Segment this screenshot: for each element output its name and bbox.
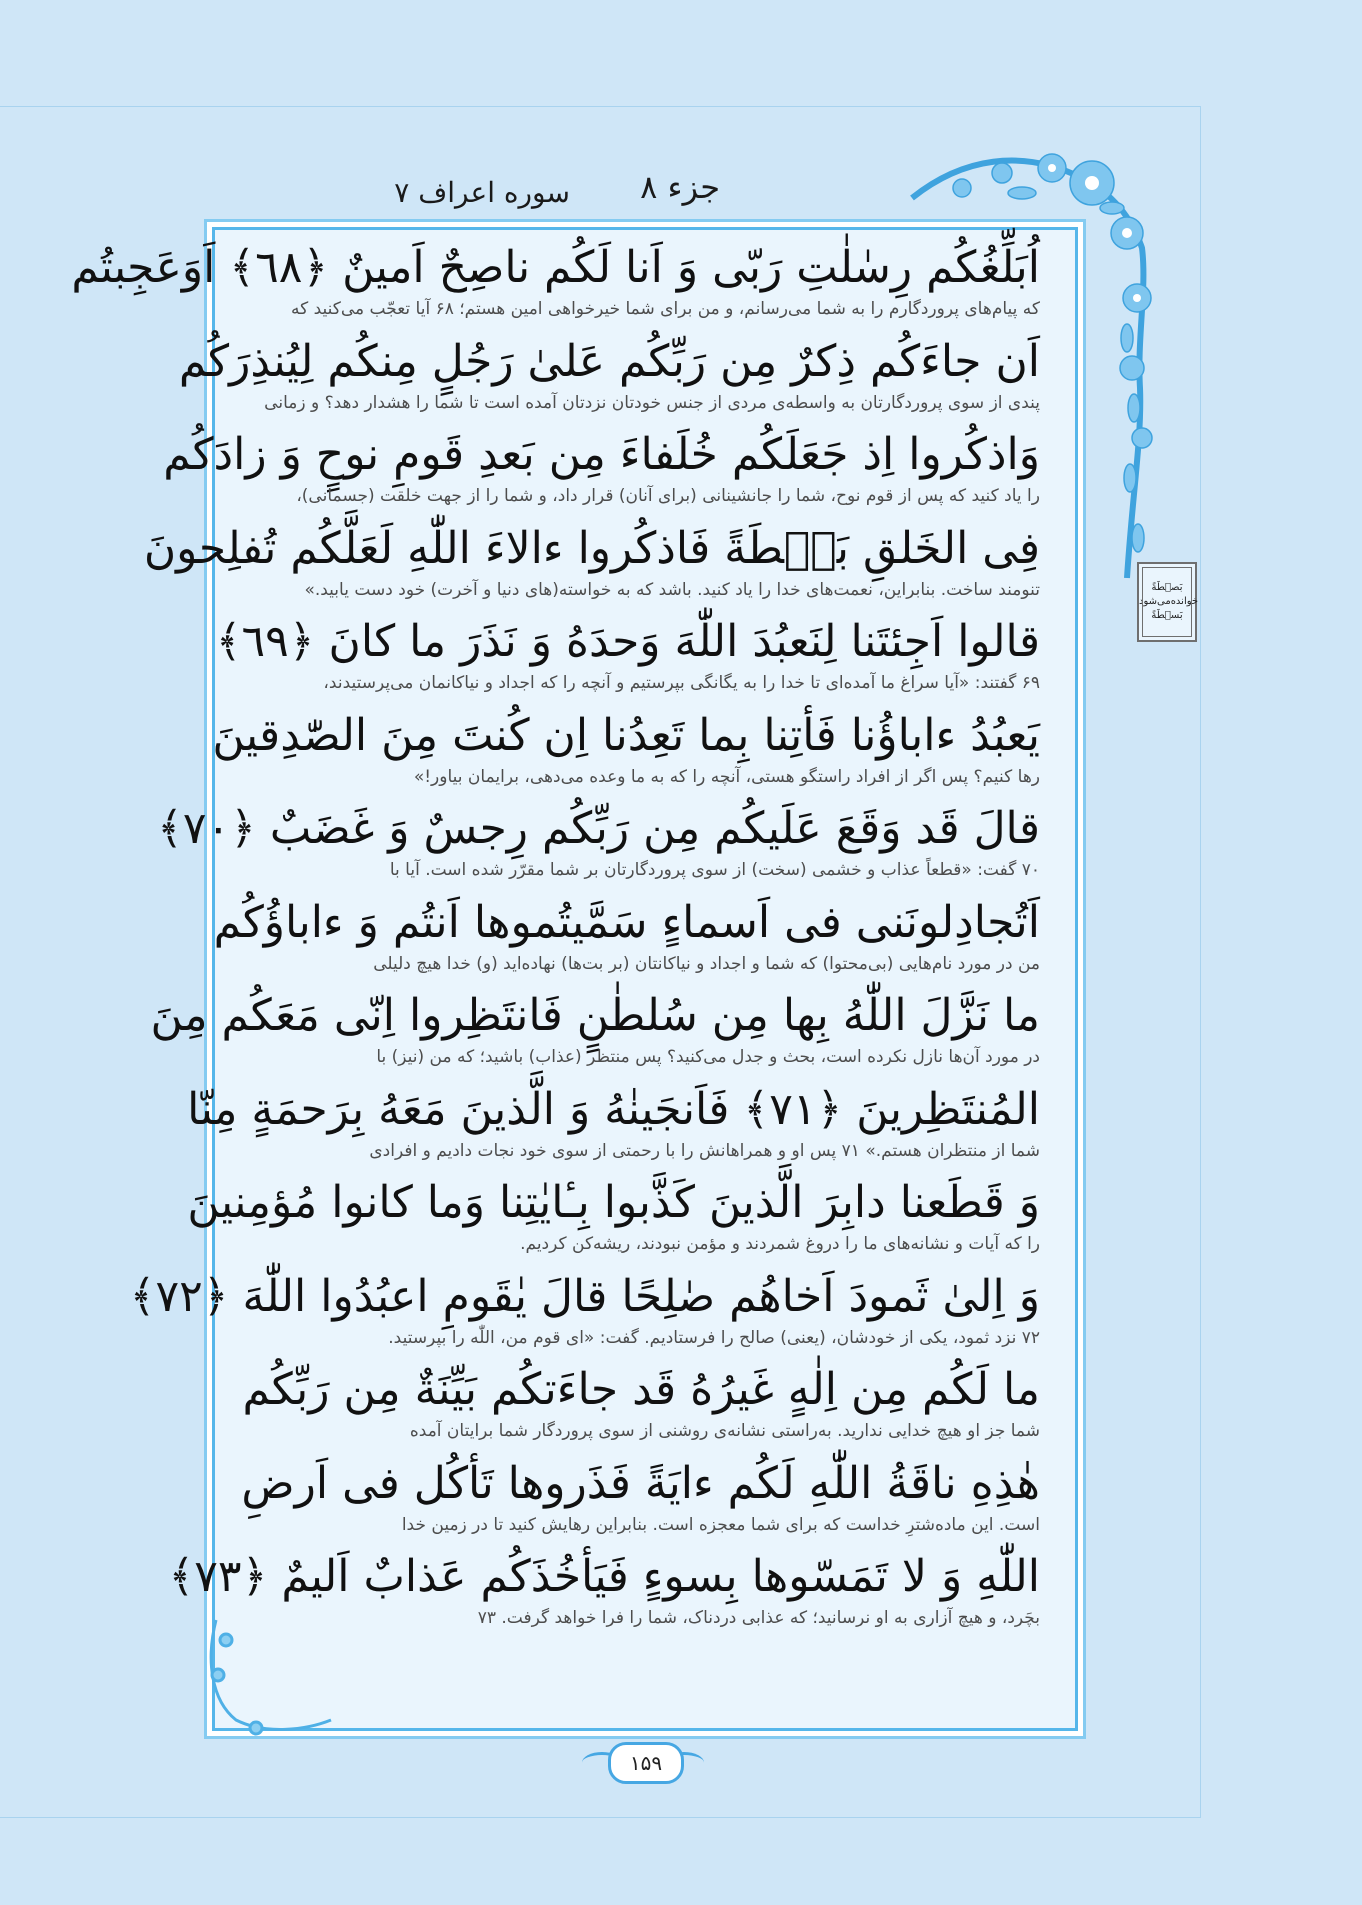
persian-translation-line: ۷۲ نزد ثمود، یکی از خودشان، (یعنی) صالح را فرستادیم. گفت: «ای قوم من، اللّٰه را بپرستید. [388, 1327, 1040, 1348]
persian-translation-line: را یاد کنید که پس از قوم نوح، شما را جانشینانی (برای آنان) قرار داد، و شما را از جهت خلقت (جسمانی)، [296, 486, 1040, 506]
arabic-verse-line: وَ اِلىٰ ثَمودَ اَخاهُم صٰلِحًا قالَ يٰقَومِ اعبُدُوا اللّٰهَ ﴿٧٢﴾ [129, 1270, 1040, 1322]
persian-translation-line: شما از منتظران هستم.» ۷۱ پس او و همراهانش را با رحمتی از سوی خود نجات دادیم و افرادی [369, 1140, 1040, 1161]
floral-ornament-icon [902, 138, 1152, 588]
persian-translation-line: را که آیات و نشانه‌های ما را دروغ شمردند و مؤمن نبودند، ریشه‌کن کردیم. [520, 1234, 1040, 1254]
arabic-verse-line: ما نَزَّلَ اللّٰهُ بِها مِن سُلطٰنٍ فَانتَظِروا اِنّى مَعَكُم مِنَ [150, 990, 1040, 1041]
persian-translation-line: تنومند ساخت. بنابراین، نعمت‌های خدا را یاد کنید. باشد که به خواسته(های دنیا و آخرت) خود دست یابید.» [304, 579, 1040, 600]
arabic-verse-line: قالوا اَجِئتَنا لِنَعبُدَ اللّٰهَ وَحدَهُ وَ نَذَرَ ما كانَ ﴿٦٩﴾ [215, 616, 1040, 667]
persian-translation-line: پندی از سوی پروردگارتان به واسطه‌ی مردی از جنس خودتان نزدتان آمده است تا شما را هشدار دهد؟ و زمانی [264, 392, 1040, 413]
note-line-3: بَسۡطَةً [1151, 610, 1183, 621]
persian-translation-line: ۶۹ گفتند: «آیا سراغ ما آمده‌ای تا خدا را به یگانگی بپرستیم و آنچه را که اجداد و نیاکانمان می‌پرستیدند، [323, 673, 1040, 693]
page-number: ۱۵۹ [608, 1742, 684, 1784]
arabic-verse-line: وَ قَطَعنا دابِرَ الَّذينَ كَذَّبوا بِـٔايٰتِنا وَما كانوا مُؤمِنينَ [187, 1177, 1040, 1228]
arabic-verse-line: اُبَلِّغُكُم رِسٰلٰتِ رَبّى وَ اَنا لَكُم ناصِحٌ اَمينٌ ﴿٦٨﴾ اَوَعَجِبتُم [71, 242, 1040, 293]
juz-label: جزء ۸ [640, 168, 720, 206]
arabic-verse-line: قالَ قَد وَقَعَ عَلَيكُم مِن رَبِّكُم رِجسٌ وَ غَضَبٌ ﴿٧٠﴾ [157, 803, 1040, 854]
persian-translation-line: که پیام‌های پروردگارم را به شما می‌رسانم، و من برای شما خیرخواهی امین هستم؛ ۶۸ آیا تعجّب می‌کنید که [290, 299, 1040, 319]
arabic-verse-line: ما لَكُم مِن اِلٰهٍ غَيرُهُ قَد جاءَتكُم بَيِّنَةٌ مِن رَبِّكُم [242, 1364, 1040, 1415]
arabic-verse-line: وَاذكُروا اِذ جَعَلَكُم خُلَفاءَ مِن بَعدِ قَومِ نوحٍ وَ زادَكُم [163, 429, 1040, 480]
persian-translation-line: در مورد آن‌ها نازل نکرده است، بحث و جدل می‌کنید؟ پس منتظر (عذاب) باشید؛ که من (نیز) با [376, 1047, 1040, 1067]
arabic-verse-line: اَن جاءَكُم ذِكرٌ مِن رَبِّكُم عَلىٰ رَجُلٍ مِنكُم لِيُنذِرَكُم [178, 335, 1040, 387]
arabic-verse-line: اللّٰهِ وَ لا تَمَسّوها بِسوءٍ فَيَأخُذَكُم عَذابٌ اَليمٌ ﴿٧٣﴾ [168, 1551, 1040, 1602]
arabic-verse-line: المُنتَظِرينَ ﴿٧١﴾ فَاَنجَينٰهُ وَ الَّذينَ مَعَهُ بِرَحمَةٍ مِنّا [187, 1083, 1040, 1135]
persian-translation-line: شما جز او هیچ خدایی ندارید. به‌راستی نشانه‌ی روشنی از سوی پروردگار شما برایتان آمده [409, 1421, 1040, 1441]
note-line-1: بَصۜطَةً [1151, 582, 1183, 593]
note-line-2: خوانده‌می‌شود [1139, 596, 1199, 607]
corner-ornament-icon [196, 1620, 336, 1740]
arabic-verse-line: هٰذِهِ ناقَةُ اللّٰهِ لَكُم ءايَةً فَذَروها تَأكُل فى اَرضِ [241, 1457, 1040, 1509]
recitation-note [1137, 562, 1197, 642]
arabic-verse-line: يَعبُدُ ءاباؤُنا فَأتِنا بِما تَعِدُنا اِن كُنتَ مِنَ الصّٰدِقينَ [212, 709, 1040, 761]
persian-translation-line: است. این ماده‌شترِ خداست که برای شما معجزه است. بنابراین رهایش کنید تا در زمین خدا [401, 1514, 1040, 1535]
persian-translation-line: بچَرد، و هیچ آزاری به او نرسانید؛ که عذابی دردناک، شما را فرا خواهد گرفت. ۷۳ [477, 1608, 1040, 1628]
persian-translation-line: من در مورد نام‌هایی (بی‌محتوا) که شما و اجداد و نیاکانتان (بر بت‌ها) نهاده‌اید (و) خدا هیچ دلیلی [373, 953, 1040, 974]
arabic-verse-line: فِى الخَلقِ بَصۜطَةً فَاذكُروا ءالاءَ اللّٰهِ لَعَلَّكُم تُفلِحونَ [143, 522, 1040, 574]
persian-translation-line: ۷۰ گفت: «قطعاً عذاب و خشمی (سخت) از سوی پروردگارتان بر شما مقرّر شده است. آیا با [389, 860, 1040, 880]
arabic-verse-line: اَتُجادِلونَنى فى اَسماءٍ سَمَّيتُموها اَنتُم وَ ءاباؤُكُم [213, 896, 1040, 948]
surah-label: سوره اعراف ۷ [394, 176, 570, 209]
page-header [370, 168, 720, 218]
persian-translation-line: رها کنیم؟ پس اگر از افراد راستگو هستی، آنچه را که به ما وعده می‌دهی، برایمان بیاور!» [413, 766, 1040, 787]
